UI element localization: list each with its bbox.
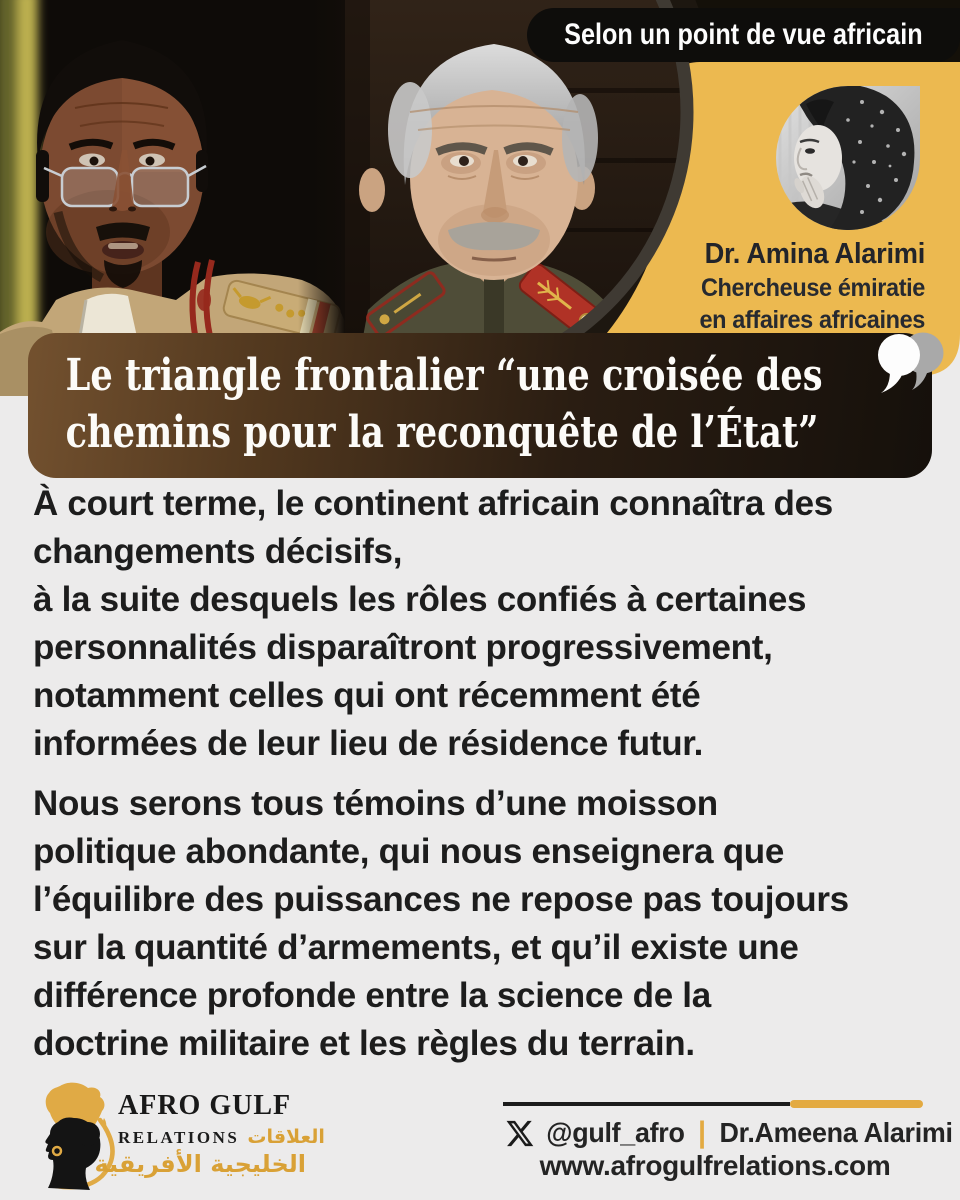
quote-icon (866, 310, 960, 400)
article-line: sur la quantité d’armements, et qu’il existe une (33, 928, 799, 967)
brand-subname: RELATIONS (118, 1128, 240, 1147)
article-line: différence profonde entre la science de la (33, 976, 711, 1015)
brand-arabic-line: الخليجية الأفريقية (94, 1150, 306, 1178)
brand-name: AFRO GULF (118, 1090, 292, 1121)
social-author: Dr.Ameena Alarimi (719, 1117, 953, 1148)
social-separator: | (698, 1116, 707, 1149)
article-line: l’équilibre des puissances ne repose pas toujours (33, 880, 849, 919)
article-line: À court terme, le continent africain connaîtra des (33, 484, 833, 523)
article-line: Nous serons tous témoins d’une moisson (33, 784, 718, 823)
article-line: personnalités disparaîtront progressivement, (33, 628, 773, 667)
expert-title-line1: Chercheuse émiratie (700, 274, 925, 302)
headline (28, 333, 823, 461)
article-line: notamment celles qui ont récemment été (33, 676, 701, 715)
website-url: www.afrogulfrelations.com (539, 1150, 891, 1181)
headline-line1: Le triangle frontalier “une croisée des (65, 350, 823, 401)
divider-gold (790, 1100, 923, 1108)
article-body (33, 480, 849, 1068)
footer (0, 1078, 960, 1200)
social-handle: @gulf_afro (546, 1117, 685, 1148)
brand-arabic-inline: العلاقات (247, 1126, 325, 1148)
brand-text (94, 1090, 325, 1178)
social-row (505, 1116, 953, 1150)
expert-name: Dr. Amina Alarimi (704, 238, 925, 270)
x-logo-icon (505, 1118, 535, 1149)
viewpoint-badge-label: Selon un point de vue africain (564, 18, 923, 51)
article-line: changements décisifs, (33, 532, 403, 571)
headline-line2: chemins pour la reconquête de l’État” (65, 407, 819, 458)
viewpoint-badge (527, 8, 960, 62)
expert-title-line2: en affaires africaines (699, 306, 925, 334)
article-paragraph-2 (33, 780, 849, 1068)
article-paragraph-1 (33, 480, 849, 768)
article-line: politique abondante, qui nous enseignera que (33, 832, 785, 871)
divider-black (503, 1102, 790, 1106)
headline-banner (28, 333, 932, 478)
article-line: doctrine militaire et les règles du terrain. (33, 1024, 695, 1063)
article-line: informées de leur lieu de résidence futur. (33, 724, 704, 763)
article-line: à la suite desquels les rôles confiés à certaines (33, 580, 807, 619)
